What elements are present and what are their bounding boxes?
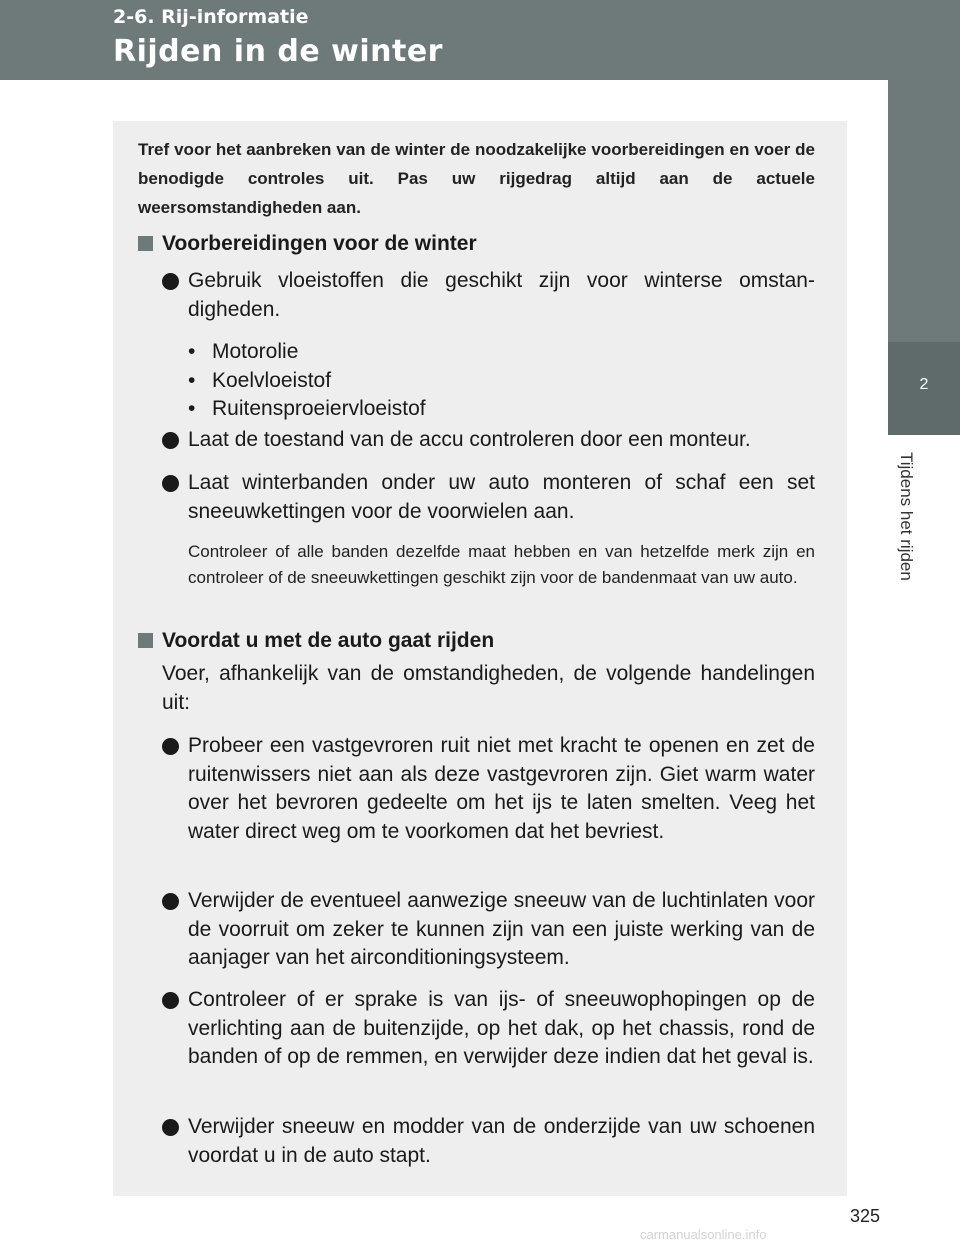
section-heading-text: Voordat u met de auto gaat rijden [162,629,495,652]
tire-note: Controleer of alle banden dezelfde maat hebben en van hetzelfde merk zijn en controleer of de sneeuwkettingen geschikt zijn voor de bandenmaat van uw auto. [188,542,815,587]
list-item-text: Verwijder sneeuw en modder van de onderzijde van uw schoenen voordat u in de auto stapt. [188,1115,815,1167]
fluid-list [188,338,426,424]
bullet-icon [162,475,179,492]
fluid-item: • Motorolie [188,338,426,367]
bullet-icon [162,432,179,449]
watermark: carmanualsonline.info [640,1227,767,1242]
section-intro: Voer, afhankelijk van de omstandigheden, de volgende handelingen uit: [162,662,815,714]
list-item-text: Verwijder de eventueel aanwezige sneeuw van de luchtinlaten voor de voorruit om zeker te kunnen zijn van een juiste werking van de aanjager van het airconditioningsysteem. [188,889,815,969]
side-tab-top [888,80,960,342]
bullet-icon [162,1119,179,1136]
list-item [162,1113,815,1170]
square-bullet-icon [138,633,153,648]
square-bullet-icon [138,236,153,251]
bullet-icon [162,273,179,290]
bullet-icon [162,738,179,755]
list-item [162,732,815,846]
list-item [162,887,815,973]
list-item [162,426,815,455]
list-item-text: Laat de toestand van de accu controleren door een monteur. [188,428,751,451]
section-heading-text: Voorbereidingen voor de winter [162,232,477,255]
list-item-text: Laat winterbanden onder uw auto monteren of schaf een set sneeuwkettingen voor de voorwielen aan. [188,471,815,523]
page-title: Rijden in de winter [113,34,443,69]
list-item [162,267,815,324]
bullet-icon [162,893,179,910]
list-item-text: Probeer een vastgevroren ruit niet met kracht te openen en zet de ruitenwissers niet aan als deze vastgevroren zijn. Giet warm water over het bevroren gedeelte om het ijs te laten smelten. Veeg het water direct weg om te voorkomen dat het bevriest. [188,734,815,843]
chapter-number: 2 [919,376,929,393]
section-label: 2-6. Rij-informatie [113,6,309,28]
list-item-text: Gebruik vloeistoffen die geschikt zijn voor winterse omstandigheden. [188,269,815,321]
chapter-title: Tijdens het rijden [897,452,916,581]
fluid-item: • Ruitensproeiervloeistof [188,395,426,424]
intro-text: Tref voor het aanbreken van de winter de noodzakelijke voorbereidingen en voer de benodigde controles uit. Pas uw rijgedrag altijd aan de actuele weersomstandigheden aan. [138,140,815,217]
list-item-text: Controleer of er sprake is van ijs- of sneeuwophopingen op de verlichting aan de buitenzijde, op het dak, op het chassis, rond de banden of op de remmen, en verwijder deze indien dat het geval is. [188,988,815,1068]
section-heading-before-driving [138,629,494,653]
fluid-item: • Koelvloeistof [188,367,426,396]
list-item [162,986,815,1072]
list-item [162,469,815,526]
header-bar [0,0,960,80]
page-number: 325 [849,1206,880,1226]
section-heading-winter-prep [138,232,477,256]
bullet-icon [162,992,179,1009]
